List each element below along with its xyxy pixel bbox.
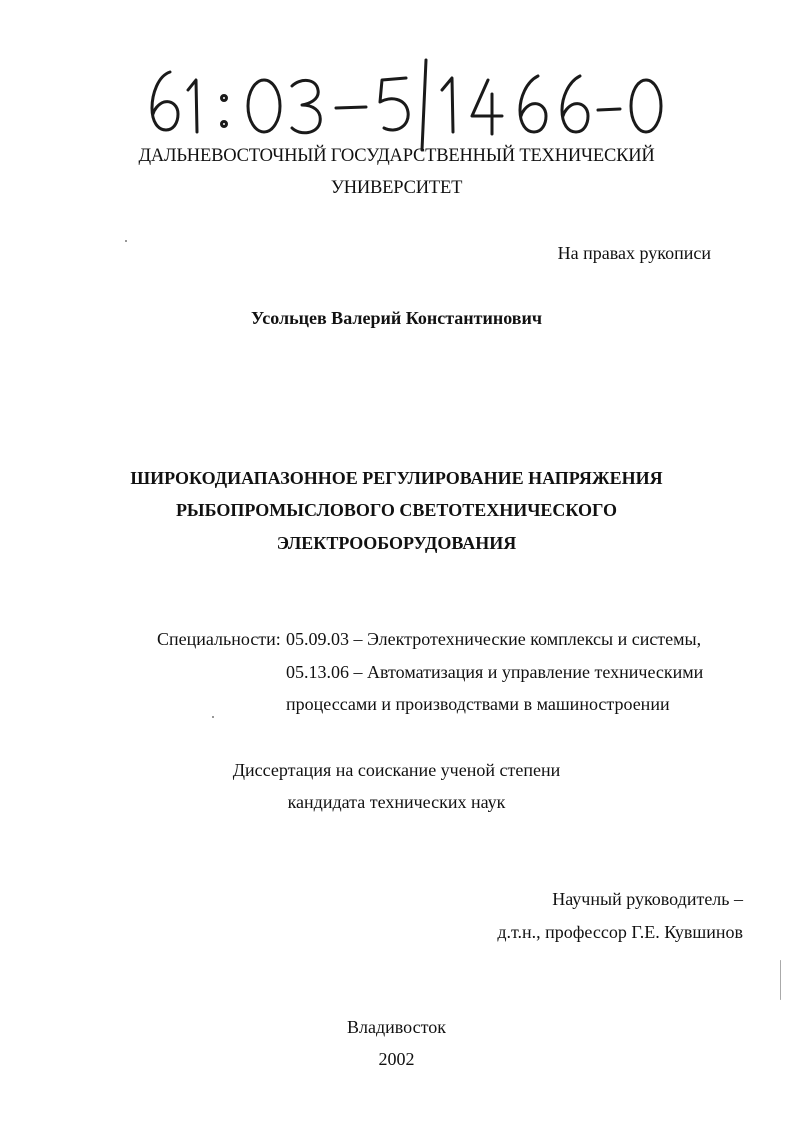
specialty-second-line2: процессами и производствами в машиностроении bbox=[286, 694, 670, 714]
scan-speck bbox=[125, 240, 127, 242]
degree-line1: Диссертация на соискание ученой степени bbox=[232, 760, 561, 780]
author-name: Усольцев Валерий Константинович bbox=[250, 308, 543, 328]
specialty-first: 05.09.03 – Электротехнические комплексы и системы, bbox=[286, 629, 702, 649]
scan-edge-mark bbox=[780, 960, 781, 1000]
university-name-line2: УНИВЕРСИТЕТ bbox=[330, 178, 463, 198]
specialties-label: Специальности: bbox=[157, 629, 281, 649]
scan-speck bbox=[212, 716, 214, 718]
university-name-line1: ДАЛЬНЕВОСТОЧНЫЙ ГОСУДАРСТВЕННЫЙ ТЕХНИЧЕСКИЙ bbox=[138, 146, 655, 166]
rights-note: На правах рукописи bbox=[557, 243, 711, 263]
supervisor-label: Научный руководитель – bbox=[552, 889, 743, 909]
degree-line2: кандидата технических наук bbox=[287, 792, 506, 812]
dissertation-title-line2: РЫБОПРОМЫСЛОВОГО СВЕТОТЕХНИЧЕСКОГО bbox=[175, 500, 618, 520]
year: 2002 bbox=[378, 1049, 415, 1069]
dissertation-title-line3: ЭЛЕКТРООБОРУДОВАНИЯ bbox=[276, 533, 517, 553]
specialty-second-line1: 05.13.06 – Автоматизация и управление техническими bbox=[286, 662, 704, 682]
handwritten-archive-code bbox=[140, 50, 670, 155]
supervisor-name: д.т.н., профессор Г.Е. Кувшинов bbox=[497, 922, 743, 942]
city: Владивосток bbox=[347, 1017, 446, 1037]
dissertation-title-line1: ШИРОКОДИАПАЗОННОЕ РЕГУЛИРОВАНИЕ НАПРЯЖЕНИЯ bbox=[130, 468, 663, 488]
